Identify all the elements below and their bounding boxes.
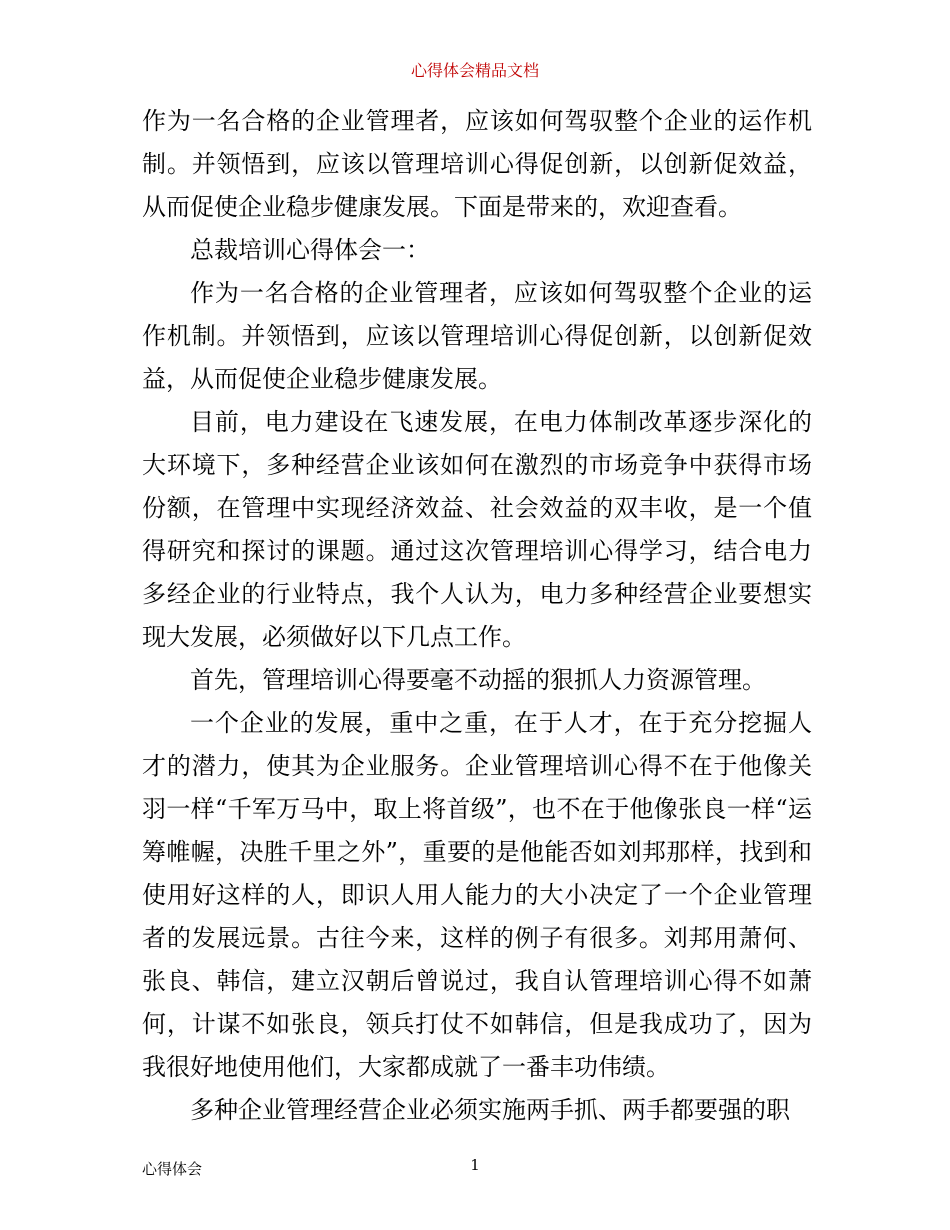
paragraph: 作为一名合格的企业管理者，应该如何驾驭整个企业的运作机制。并领悟到，应该以管理培训心得促创新，以创新促效益，从而促使企业稳步健康发展。 [142, 279, 812, 393]
intro-paragraph: 作为一名合格的企业管理者，应该如何驾驭整个企业的运作机制。并领悟到，应该以管理培训心得促创新，以创新促效益，从而促使企业稳步健康发展。下面是带来的，欢迎查看。 [142, 107, 812, 221]
footer-label: 心得体会 [142, 1160, 203, 1178]
page-number: 1 [470, 1156, 480, 1174]
section-heading: 总裁培训心得体会一： [190, 236, 430, 264]
paragraph: 多种企业管理经营企业必须实施两手抓、两手都要强的职 [190, 1096, 790, 1124]
paragraph: 目前，电力建设在飞速发展，在电力体制改革逐步深化的大环境下，多种经营企业该如何在激烈的市场竞争中获得市场份额，在管理中实现经济效益、社会效益的双丰收，是一个值得研究和探讨的课题。通过这次管理培训心得学习，结合电力多经企业的行业特点，我个人认为，电力多种经营企业要想实现大发展，必须做好以下几点工作。 [142, 408, 812, 651]
page-header-title: 心得体会精品文档 [410, 61, 539, 80]
document-body [142, 100, 812, 1132]
paragraph: 首先，管理培训心得要毫不动摇的狠抓人力资源管理。 [190, 666, 766, 694]
paragraph: 一个企业的发展，重中之重，在于人才，在于充分挖掘人才的潜力，使其为企业服务。企业管理培训心得不在于他像关羽一样“千军万马中，取上将首级”，也不在于他像张良一样“运筹帷幄，决胜千里之外”，重要的是他能否如刘邦那样，找到和使用好这样的人，即识人用人能力的大小决定了一个企业管理者的发展远景。古往今来，这样的例子有很多。刘邦用萧何、张良、韩信，建立汉朝后曾说过，我自认管理培训心得不如萧何，计谋不如张良，领兵打仗不如韩信，但是我成功了，因为我很好地使用他们，大家都成就了一番丰功伟绩。 [142, 709, 812, 1081]
